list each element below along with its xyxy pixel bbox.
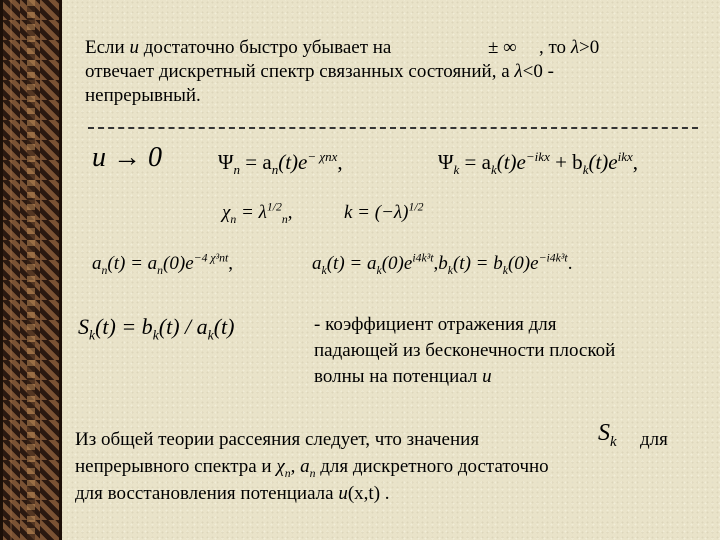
formula-psi-k: $\Psi_k = a_k(t)e^{-ikx} + b_k(t)e^{ikx}$, <box>438 149 639 178</box>
formula-u-to-zero: u → 0 <box>92 142 162 173</box>
formula-s-k: $S_k(t) = b_k(t) / a_k(t)$ <box>78 314 235 343</box>
intro-line-3: непрерывный. <box>85 85 201 106</box>
reflection-line-1: - коэффициент отражения для <box>314 314 557 335</box>
formula-ak-bk-time: $a_k(t) = a_k(0)e^{i4k^3t},b_k(t) = b_k(0)e^{-i4k^3t}$. <box>312 251 573 277</box>
plus-minus-infinity: ± ∞ <box>488 37 517 58</box>
conclusion-s-k: $S_k$ <box>598 420 617 450</box>
conclusion-line-1-tail: для <box>640 429 668 450</box>
formula-k-def: $k = (-\lambda)^{1/2}$ <box>344 200 424 223</box>
formula-an-time: $a_n(t) = a_n(0)e^{-4 \chi^3nt}$, <box>92 251 234 277</box>
conclusion-line-3: для восстановления потенциала u(x,t) . <box>75 483 390 504</box>
conclusion-line-1: Из общей теории рассеяния следует, что значения <box>75 429 480 450</box>
intro-line-1: Если u достаточно быстро убывает на <box>85 37 392 58</box>
dashed-divider <box>88 127 698 132</box>
formula-psi-n: $\Psi_n = a_n(t)e^{- \chi nx}$, <box>218 149 343 178</box>
conclusion-line-2: непрерывного спектра и $\chi_n$, $a_n$ для дискретного достаточно <box>75 456 549 480</box>
decorative-border-stripe <box>27 0 35 540</box>
reflection-line-3: волны на потенциал u <box>314 366 492 387</box>
formula-chi-n: $\chi_n = \lambda^{1/2}_n$, <box>222 200 293 226</box>
intro-line-2: отвечает дискретный спектр связанных состояний, а λ<0 - <box>85 61 554 82</box>
intro-line-1-tail: , то λ>0 <box>539 37 600 58</box>
reflection-line-2: падающей из бесконечности плоской <box>314 340 616 361</box>
